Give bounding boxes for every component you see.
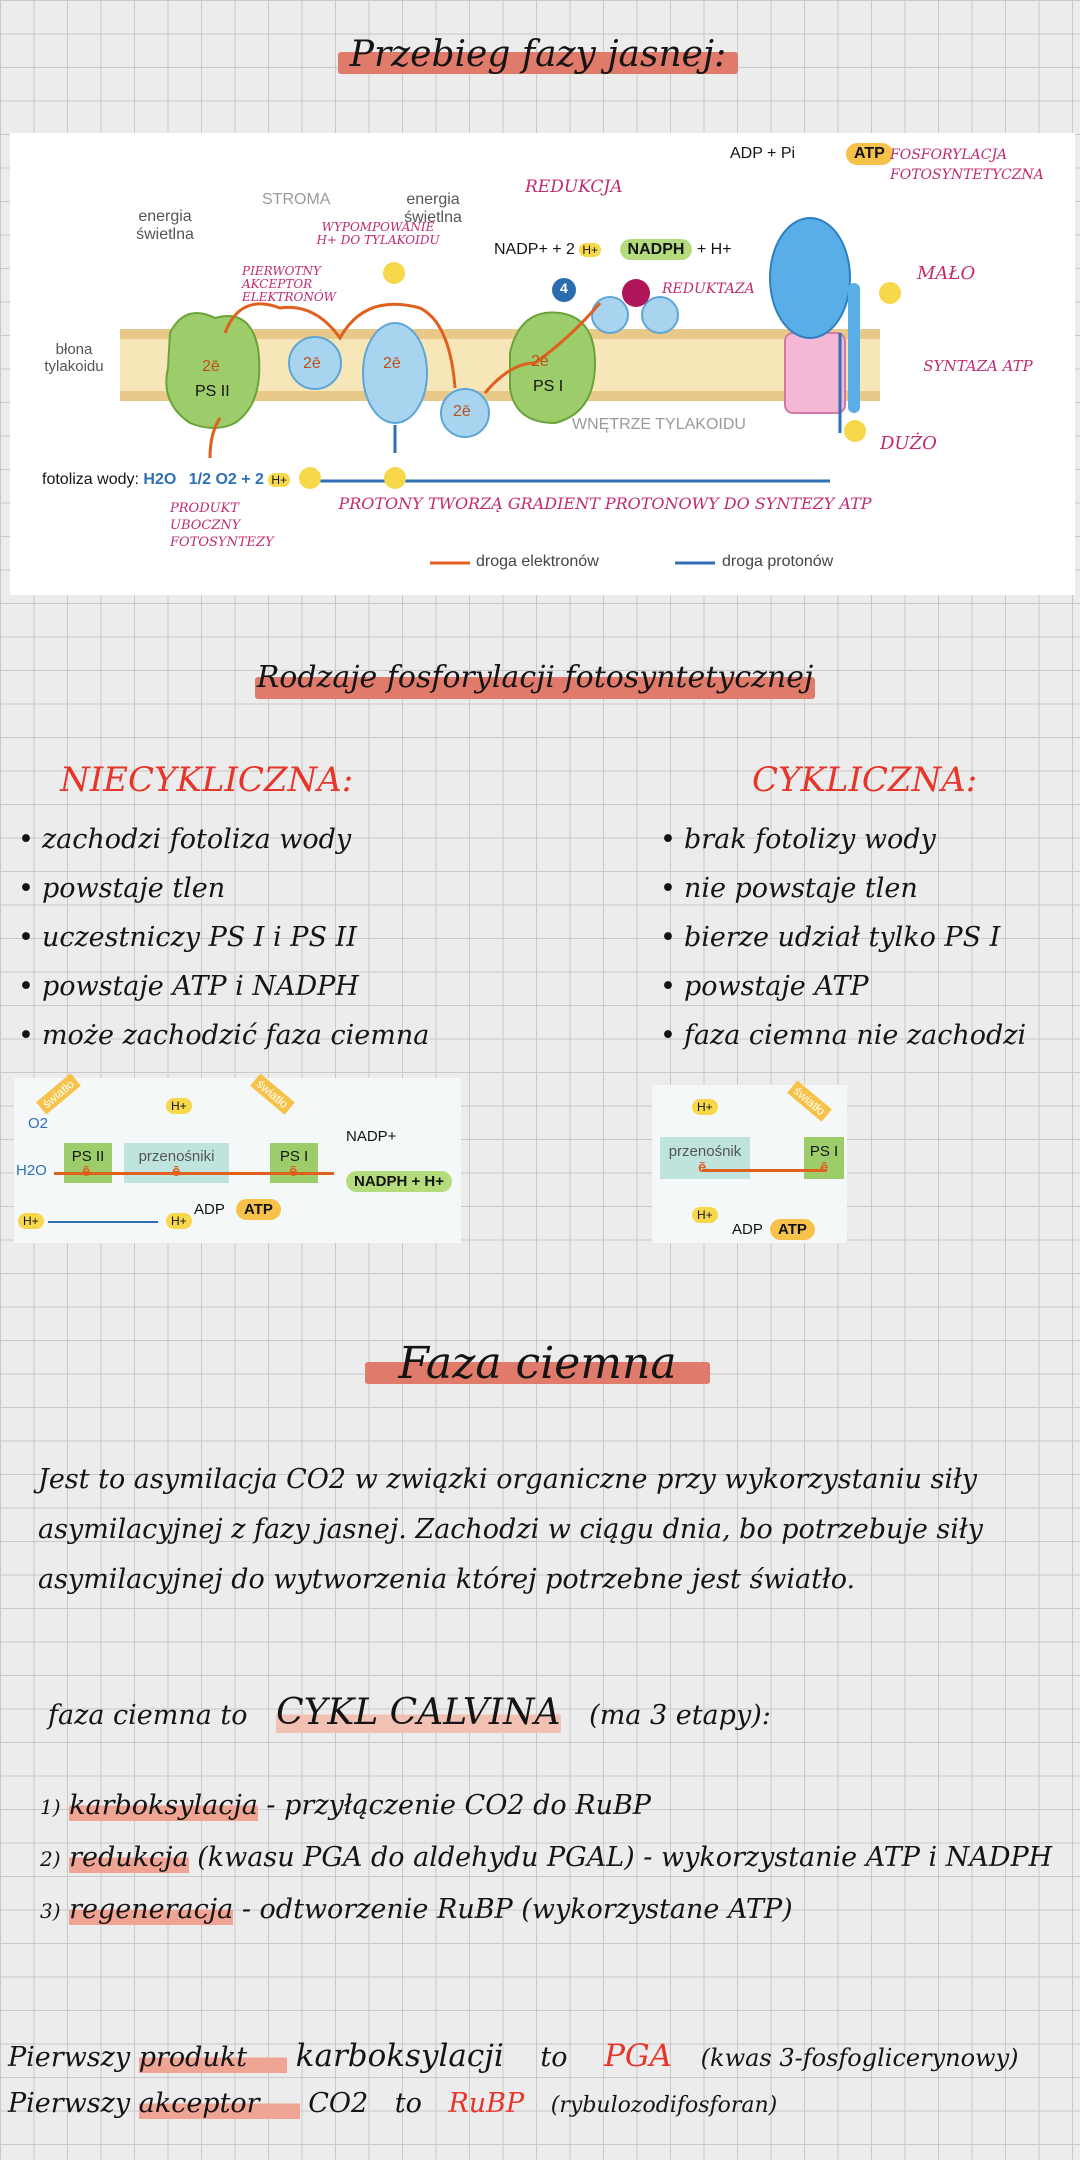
electron-label: 2ē (453, 403, 471, 420)
note-atp-synthase: SYNTAZA ATP (923, 357, 1033, 375)
atp-synthase-base (785, 333, 845, 413)
electron-label: 2ē (303, 355, 321, 372)
electron-label: 2ē (531, 353, 549, 370)
photolysis-label: fotoliza wody: H2O 1/2 O2 + 2 H+ (42, 471, 290, 489)
atp-synthase-head (770, 218, 850, 338)
section-title-phosphorylation-types: Rodzaje fosforylacji fotosyntetycznej (256, 660, 814, 695)
calvin-intro: faza ciemna to CYKL CALVINA (ma 3 etapy): (48, 1692, 771, 1733)
list-item: • powstaje ATP i NADPH (18, 962, 429, 1011)
ps2-label: PS II (195, 383, 230, 400)
membrane-label: błona tylakoidu (44, 341, 104, 375)
light-phase-diagram (10, 133, 1075, 595)
list-item: • uczestniczy PS I i PS II (18, 913, 429, 962)
list-item: • faza ciemna nie zachodzi (660, 1011, 1026, 1060)
note-photophosphorylation: FOSFORYLACJA FOTOSYNTETYCZNA (890, 147, 1044, 183)
electron-label: 2ē (202, 358, 220, 375)
noncyclic-diagram: światło światło O2 H2O PS II przenośniki PS I ē ē ē H+ H+ H+ NADP+ NADPH + H+ ADP ATP (14, 1078, 461, 1243)
legend-protons: droga protonów (722, 553, 834, 570)
list-item: • może zachodzić faza ciemna (18, 1011, 429, 1060)
stroma-label: STROMA (262, 191, 331, 208)
cyclic-list (660, 815, 1026, 1060)
list-item: • brak fotolizy wody (660, 815, 1026, 864)
note-pumping: WYPOMPOWANIE H+ DO TYLAKOIDU (316, 220, 440, 247)
light-energy-mid: energia świetlna (404, 191, 462, 226)
noncyclic-list (18, 815, 429, 1060)
list-item: • zachodzi fotoliza wody (18, 815, 429, 864)
step-number: 4 (560, 280, 568, 296)
calvin-cycle-name: CYKL CALVINA (276, 1692, 561, 1733)
section-title-light-phase: Przebieg fazy jasnej: (349, 34, 727, 75)
list-item: • bierze udział tylko PS I (660, 913, 1026, 962)
list-item: • powstaje ATP (660, 962, 1026, 1011)
first-acceptor-line: Pierwszy akceptor CO2 to RuBP (rybulozodifosforan) (8, 2088, 778, 2119)
lumen-label: WNĘTRZE TYLAKOIDU (572, 416, 746, 433)
section-title-dark-phase: Faza ciemna (398, 1338, 677, 1389)
cytochrome-complex (363, 323, 427, 423)
legend-electrons: droga elektronów (476, 553, 599, 570)
note-much: DUŻO (880, 433, 937, 454)
note-proton-gradient: PROTONY TWORZĄ GRADIENT PROTONOWY DO SYNTEZY ATP (338, 494, 872, 513)
adp-pi: ADP + Pi (730, 145, 796, 162)
calvin-step: 3) regeneracja - odtworzenie RuBP (wykorzystane ATP) (40, 1894, 793, 1925)
dark-phase-description: Jest to asymilacja CO2 w związki organiczne przy wykorzystaniu siły asymilacyjnej z fazy jasnej. Zachodzi w ciągu dnia, bo potrzebuje siły asymilacyjnej do wytworzenia której potrzebne jest światło. (38, 1464, 983, 1595)
note-little: MAŁO (917, 263, 976, 284)
electron-label: 2ē (383, 355, 401, 372)
nadp-reaction: NADP+ + 2 H+ NADPH + H+ (494, 241, 732, 258)
note-reductase: REDUKTAZA (662, 281, 755, 297)
reductase (622, 279, 650, 307)
ps1-complex (510, 313, 595, 424)
noncyclic-heading: NIECYKLICZNA: (60, 760, 354, 800)
cyclic-heading: CYKLICZNA: (752, 760, 978, 800)
list-item: • powstaje tlen (18, 864, 429, 913)
calvin-step: 1) karboksylacja - przyłączenie CO2 do RuBP (40, 1790, 651, 1821)
light-energy-left: energia świetlna (136, 208, 194, 243)
note-reduction: REDUKCJA (525, 177, 623, 197)
list-item: • nie powstaje tlen (660, 864, 1026, 913)
cyclic-diagram: światło przenośnik PS I ē ē H+ H+ ADP ATP (652, 1085, 847, 1243)
first-product-line: Pierwszy produkt karboksylacji to PGA (kwas 3-fosfoglicerynowy) (8, 2038, 1019, 2074)
ps1-label: PS I (533, 378, 564, 395)
note-primary-acceptor: PIERWOTNY AKCEPTOR ELEKTRONÓW (242, 264, 337, 304)
atp-badge: ATP (846, 143, 893, 165)
calvin-step: 2) redukcja (kwasu PGA do aldehydu PGAL) - wykorzystanie ATP i NADPH (40, 1842, 1053, 1873)
note-byproduct: PRODUKT UBOCZNY FOTOSYNTEZY (170, 501, 274, 550)
